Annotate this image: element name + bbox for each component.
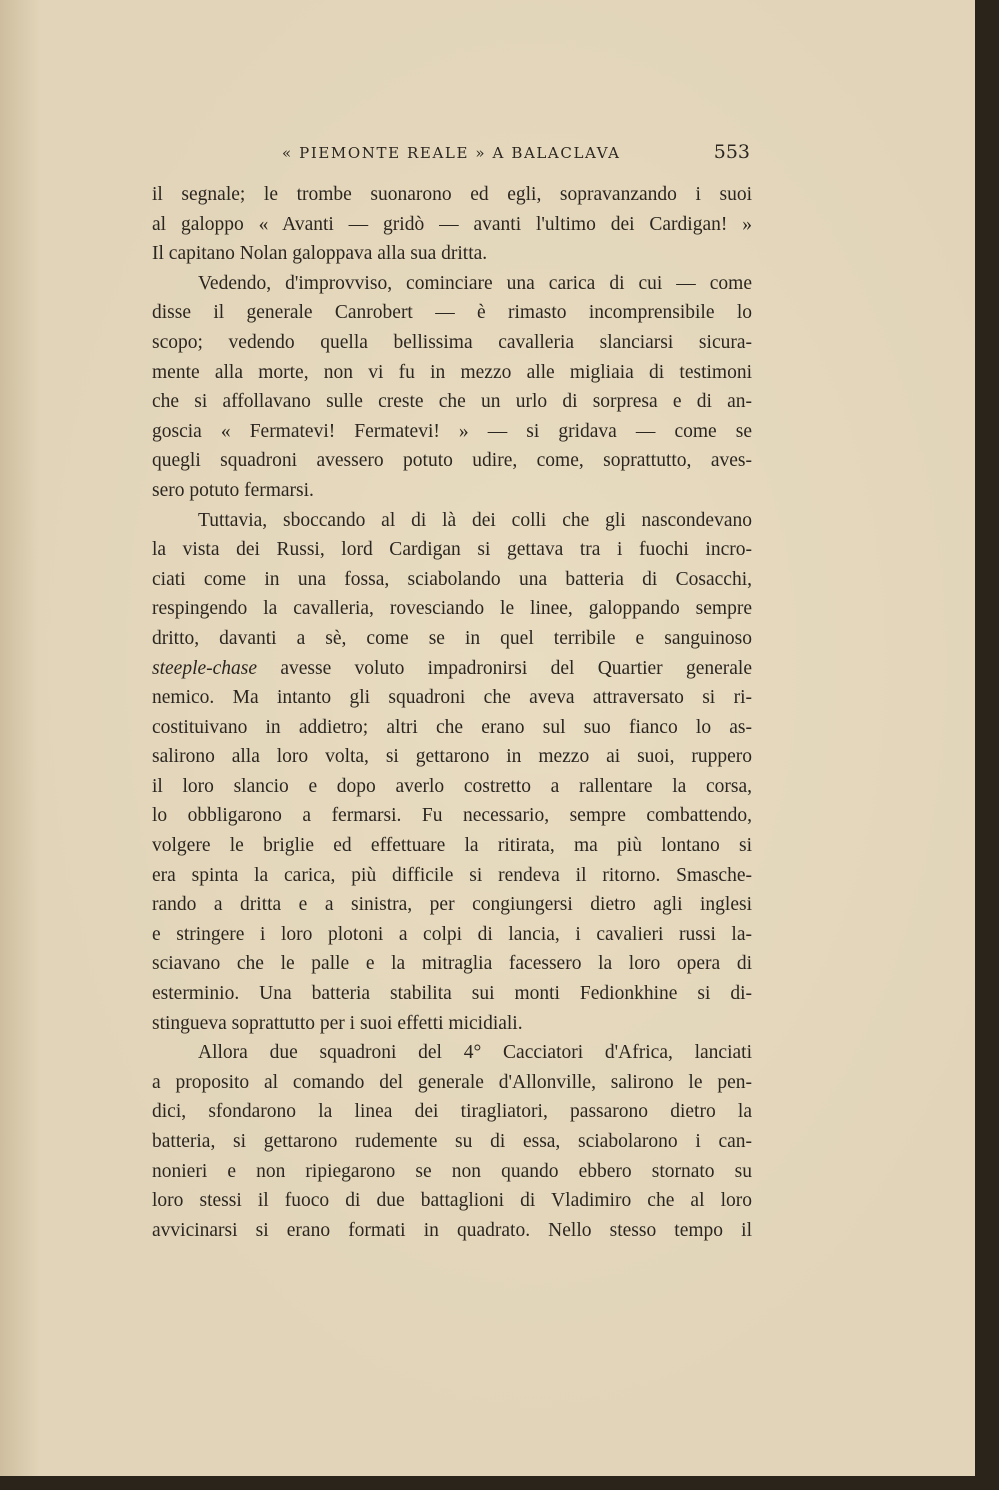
text-line: Tuttavia, sboccando al di là dei colli che gli nascondevano <box>198 509 752 531</box>
text-line: Vedendo, d'improvviso, cominciare una carica di cui — come <box>198 272 752 294</box>
text-line-with-italic <box>152 654 752 684</box>
text-line: il loro slancio e dopo averlo costretto a rallentare la corsa, <box>152 775 752 797</box>
text-line: Allora due squadroni del 4° Cacciatori d'Africa, lanciati <box>198 1042 752 1064</box>
text-line: mente alla morte, non vi fu in mezzo alle migliaia di testimoni <box>152 361 752 383</box>
text-line: avvicinarsi si erano formati in quadrato. Nello stesso tempo il <box>152 1219 752 1241</box>
text-line: sero potuto fermarsi. <box>152 479 314 501</box>
text-line: il segnale; le trombe suonarono ed egli, sopravanzando i suoi <box>152 184 752 205</box>
text-line: salirono alla loro volta, si gettarono in mezzo ai suoi, ruppero <box>152 746 752 768</box>
running-head <box>152 141 752 167</box>
italic-phrase: steeple-chase <box>152 657 258 679</box>
text-line: nemico. Ma intanto gli squadroni che aveva attraversato si ri- <box>152 687 752 709</box>
text-line: respingendo la cavalleria, rovesciando le linee, galoppando sempre <box>152 598 752 620</box>
text-line: esterminio. Una batteria stabilita sui monti Fedionkhine si di- <box>152 983 752 1005</box>
text-line: sciavano che le palle e la mitraglia facessero la loro opera di <box>152 953 752 975</box>
text-line: nonieri e non ripiegarono se non quando ebbero stornato su <box>152 1160 752 1182</box>
page-edge-shadow <box>978 0 999 1490</box>
text-line: rando a dritta e a sinistra, per congiungersi dietro agli inglesi <box>152 894 752 916</box>
text-line: dritto, davanti a sè, come se in quel terribile e sanguinoso <box>152 627 752 649</box>
text-line-rest: avesse voluto impadronirsi del Quartier generale <box>280 657 753 679</box>
text-line: la vista dei Russi, lord Cardigan si gettava tra i fuochi incro- <box>152 539 752 561</box>
text-line: lo obbligarono a fermarsi. Fu necessario, sempre combattendo, <box>152 805 752 827</box>
text-line: dici, sfondarono la linea dei tiragliatori, passarono dietro la <box>152 1101 752 1123</box>
text-line: goscia « Fermatevi! Fermatevi! » — si gridava — come se <box>152 420 752 442</box>
text-line: al galoppo « Avanti — gridò — avanti l'ultimo dei Cardigan! » <box>152 213 752 235</box>
text-line: a proposito al comando del generale d'Allonville, salirono le pen- <box>152 1071 752 1093</box>
page-number: 553 <box>713 141 750 163</box>
running-title: « PIEMONTE REALE » A BALACLAVA <box>282 144 621 162</box>
text-line: quegli squadroni avessero potuto udire, come, soprattutto, aves- <box>152 450 752 472</box>
text-line: disse il generale Canrobert — è rimasto incomprensibile lo <box>152 302 752 324</box>
text-line: loro stessi il fuoco di due battaglioni di Vladimiro che al loro <box>152 1190 752 1212</box>
text-line: che si affollavano sulle creste che un urlo di sorpresa e di an- <box>152 391 752 413</box>
text-line: scopo; vedendo quella bellissima cavalleria slanciarsi sicura- <box>152 331 752 353</box>
text-line: volgere le briglie ed effettuare la ritirata, ma più lontano si <box>152 835 752 857</box>
text-line: costituivano in addietro; altri che erano sul suo fianco lo as- <box>152 716 752 738</box>
text-line: ciati come in una fossa, sciabolando una batteria di Cosacchi, <box>152 568 752 590</box>
text-line: stingueva soprattutto per i suoi effetti micidiali. <box>152 1012 523 1034</box>
page-bottom-shadow <box>0 1476 999 1490</box>
body-text <box>152 180 752 1245</box>
text-line: batteria, si gettarono rudemente su di essa, sciabolarono i can- <box>152 1131 752 1152</box>
text-line: Il capitano Nolan galoppava alla sua dritta. <box>152 243 488 265</box>
text-line: e stringere i loro plotoni a colpi di lancia, i cavalieri russi la- <box>152 923 752 945</box>
text-line: era spinta la carica, più difficile si rendeva il ritorno. Smasche- <box>152 864 752 886</box>
